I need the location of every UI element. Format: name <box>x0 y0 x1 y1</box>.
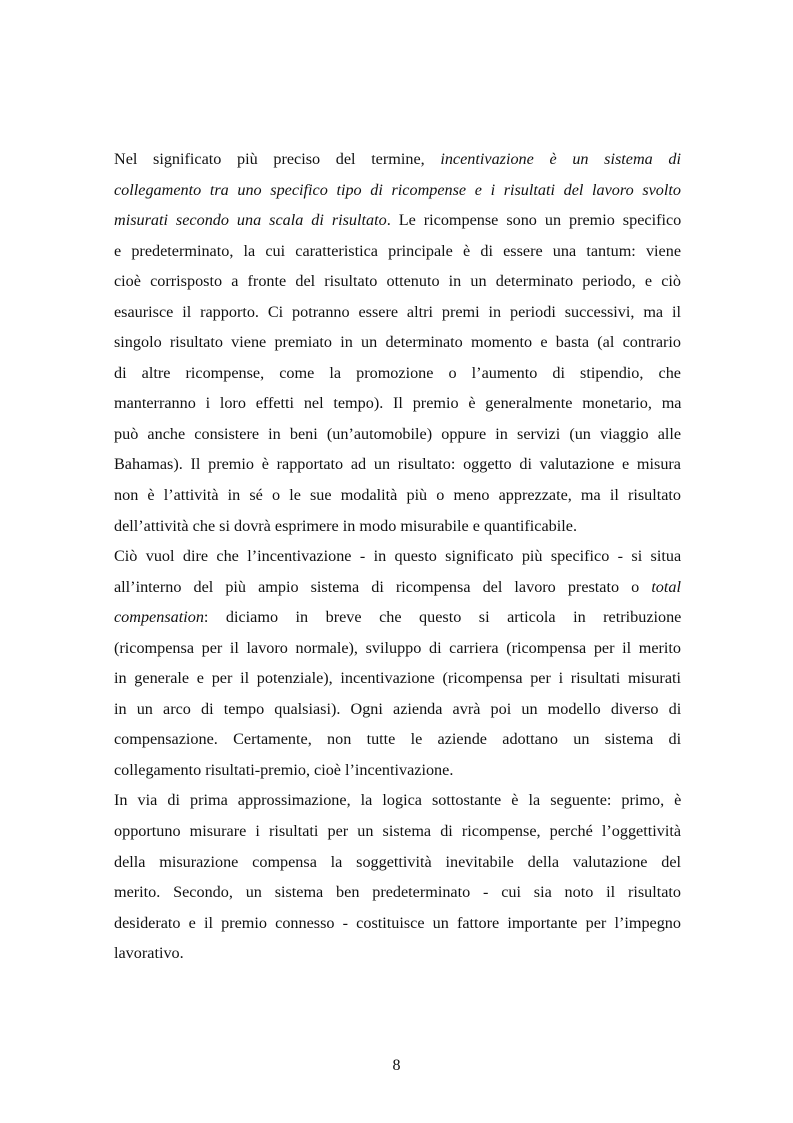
text-segment: della misurazione compensa la soggettività inevitabile della valutazione del <box>114 852 682 871</box>
page-number: 8 <box>392 1057 401 1074</box>
text-segment: in generale e per il potenziale), incentivazione (ricompensa per i risultati misurati <box>114 669 681 688</box>
text-segment: collegamento risultati-premio, cioè l’incentivazione. <box>114 760 454 779</box>
text-line <box>114 908 681 939</box>
text-segment: all’interno del più ampio sistema di ricompensa del lavoro prestato o <box>114 577 652 596</box>
text-line <box>114 297 681 328</box>
text-line <box>114 358 681 389</box>
text-segment: lavorativo. <box>114 944 184 963</box>
text-line <box>114 266 681 297</box>
text-segment: . Le ricompense sono un premio specifico <box>386 211 682 230</box>
text-segment: esaurisce il rapporto. Ci potranno essere altri premi in periodi successivi, ma il <box>114 302 681 321</box>
text-line <box>114 205 681 236</box>
text-line <box>114 449 681 480</box>
text-line <box>114 175 681 206</box>
text-line <box>114 633 681 664</box>
text-line <box>114 602 681 633</box>
text-segment: : diciamo in breve che questo si articola in retribuzione <box>203 608 682 627</box>
text-line <box>114 388 681 419</box>
text-segment: compensazione. Certamente, non tutte le aziende adottano un sistema di <box>114 730 682 749</box>
text-segment: di altre ricompense, come la promozione o l’aumento di stipendio, che <box>114 363 681 382</box>
text-segment: singolo risultato viene premiato in un determinato momento e basta (al contrario <box>114 333 682 352</box>
text-line <box>114 572 681 603</box>
text-line <box>114 816 681 847</box>
text-segment: Nel significato più preciso del termine, <box>114 150 441 168</box>
text-line <box>114 144 681 175</box>
text-segment: non è l’attività in sé o le sue modalità più o meno apprezzate, ma il risultato <box>114 486 681 505</box>
text-segment: cioè corrisposto a fronte del risultato ottenuto in un determinato periodo, e ciò <box>114 272 681 291</box>
text-line <box>114 327 681 358</box>
text-line <box>114 847 681 878</box>
document-body <box>114 144 681 969</box>
text-segment: può anche consistere in beni (un’automobile) oppure in servizi (un viaggio alle <box>114 424 682 443</box>
text-line <box>114 663 681 694</box>
text-segment: e predeterminato, la cui caratteristica principale è di essere una tantum: viene <box>114 241 681 260</box>
text-line <box>114 938 681 969</box>
text-segment: manterranno i loro effetti nel tempo). Il premio è generalmente monetario, ma <box>114 394 682 413</box>
italic-text-segment: incentivazione è un sistema di <box>440 150 681 168</box>
text-segment: in un arco di tempo qualsiasi). Ogni azienda avrà poi un modello diverso di <box>114 699 682 718</box>
text-line <box>114 755 681 786</box>
text-segment: merito. Secondo, un sistema ben predeterminato - cui sia noto il risultato <box>114 883 681 902</box>
italic-text-segment: misurati secondo una scala di risultato <box>114 211 387 230</box>
text-segment: In via di prima approssimazione, la logica sottostante è la seguente: primo, è <box>114 791 682 810</box>
italic-text-segment: collegamento tra uno specifico tipo di ricompense e i risultati del lavoro svolto <box>114 180 681 199</box>
text-segment: desiderato e il premio connesso - costituisce un fattore importante per l’impegno <box>114 913 681 932</box>
text-segment: Ciò vuol dire che l’incentivazione - in questo significato più specifico - si situa <box>114 547 682 566</box>
text-line <box>114 785 681 816</box>
text-line <box>114 877 681 908</box>
text-line <box>114 236 681 267</box>
text-line <box>114 419 681 450</box>
text-segment: opportuno misurare i risultati per un sistema di ricompense, perché l’oggettività <box>114 822 681 841</box>
text-segment: Bahamas). Il premio è rapportato ad un risultato: oggetto di valutazione e misura <box>114 455 681 474</box>
text-segment: (ricompensa per il lavoro normale), sviluppo di carriera (ricompensa per il merito <box>114 638 681 657</box>
text-segment: dell’attività che si dovrà esprimere in modo misurabile e quantificabile. <box>114 516 577 535</box>
text-line <box>114 511 681 542</box>
text-line <box>114 724 681 755</box>
text-line <box>114 541 681 572</box>
text-line <box>114 694 681 725</box>
italic-text-segment: total <box>651 577 681 596</box>
text-line <box>114 480 681 511</box>
italic-text-segment: compensation <box>114 608 204 627</box>
